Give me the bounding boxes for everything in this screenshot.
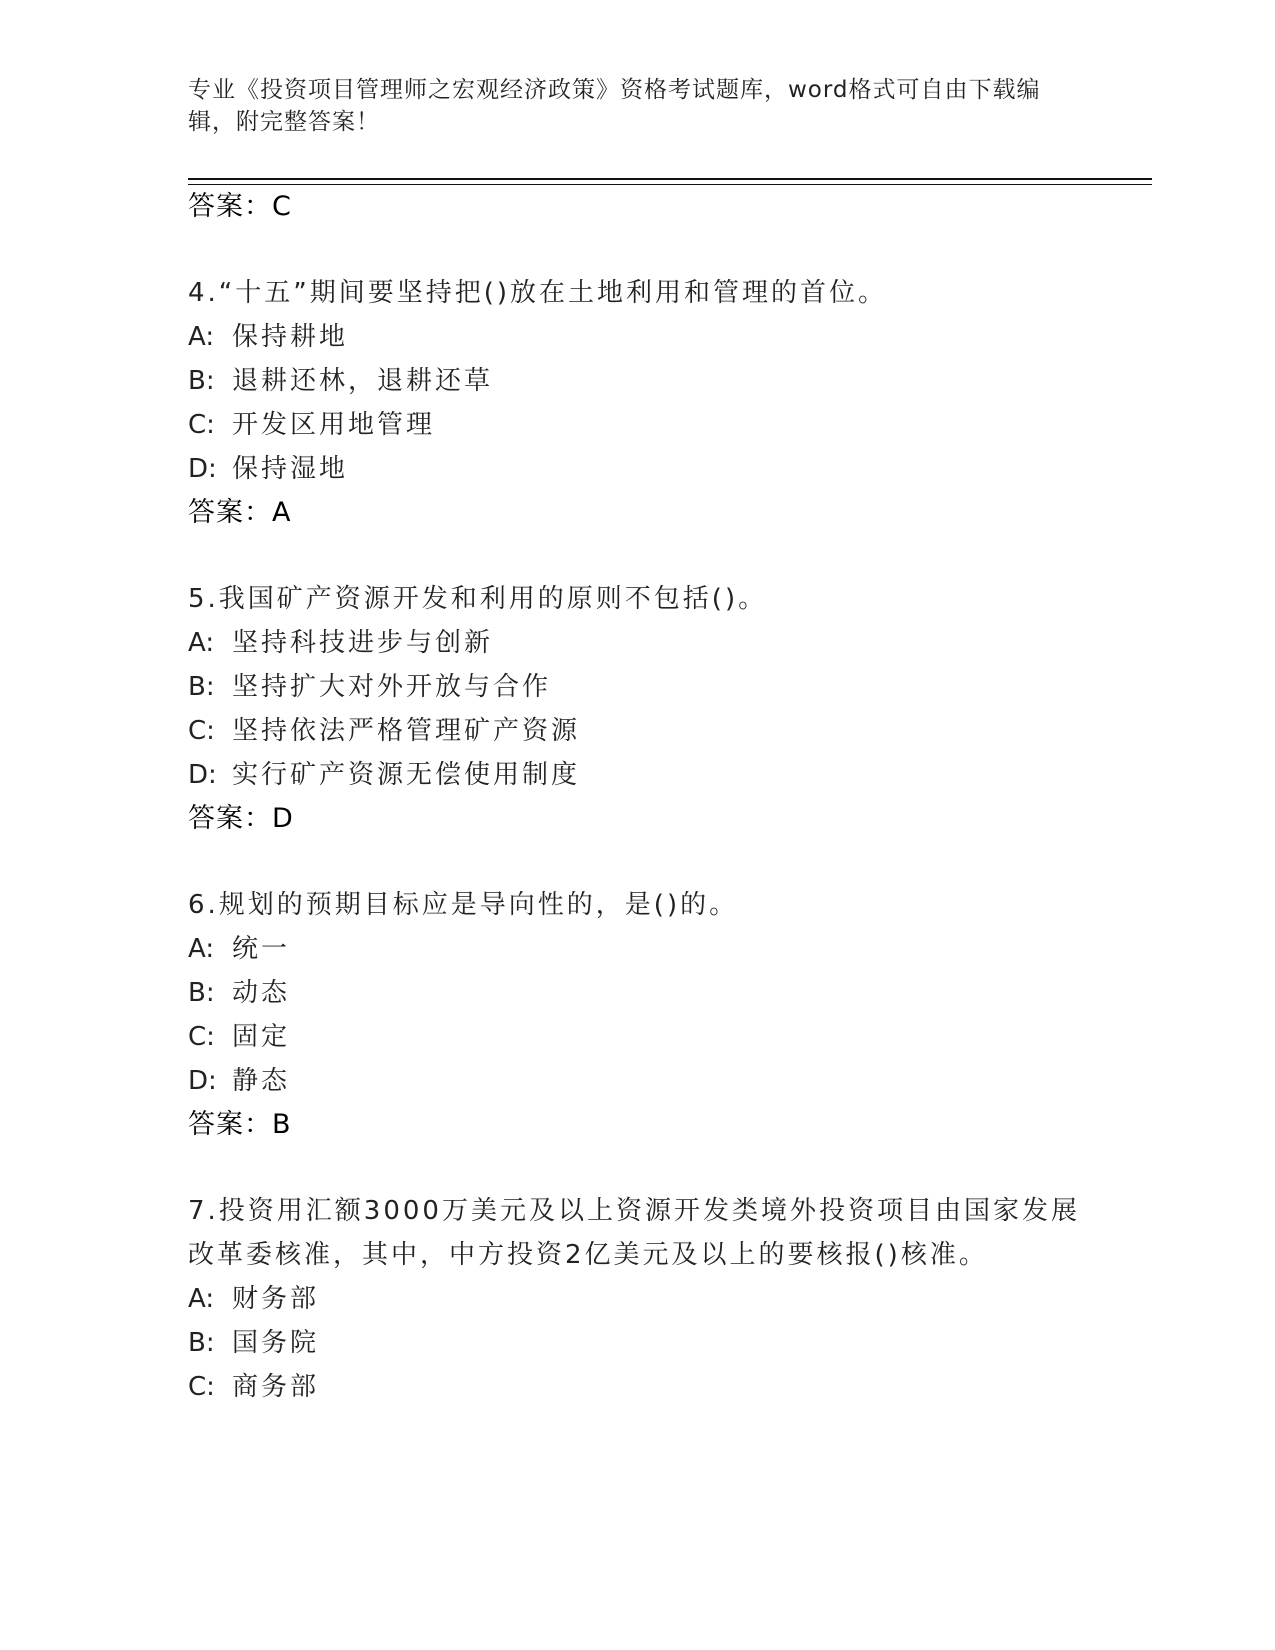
option-text: 统一	[232, 934, 291, 964]
option-letter: C:	[188, 716, 215, 746]
option-text: 坚持科技进步与创新	[232, 628, 494, 658]
option-text: 保持耕地	[232, 322, 349, 352]
option-letter: D:	[188, 1066, 217, 1096]
option-letter: D:	[188, 454, 217, 484]
question-6-stem: 6.规划的预期目标应是导向性的，是()的。	[188, 890, 739, 920]
question-4-option-a	[188, 320, 348, 354]
question-4-stem: 4.“十五”期间要坚持把()放在土地利用和管理的首位。	[188, 278, 888, 308]
question-6-option-c	[188, 1020, 290, 1054]
header-divider-thick	[188, 178, 1152, 180]
question-5-answer: 答案：D	[188, 803, 294, 834]
option-letter: C:	[188, 1022, 215, 1052]
question-4-answer: 答案：A	[188, 497, 292, 528]
question-5-option-a	[188, 626, 493, 660]
option-letter: D:	[188, 760, 217, 790]
question-7-option-b	[188, 1326, 319, 1360]
question-7-option-c	[188, 1370, 319, 1404]
option-text: 保持湿地	[232, 454, 349, 484]
option-letter: C:	[188, 410, 215, 440]
option-text: 固定	[232, 1022, 291, 1052]
option-text: 实行矿产资源无偿使用制度	[232, 760, 581, 790]
option-letter: A:	[188, 628, 215, 658]
question-6-option-a	[188, 932, 290, 966]
question-5-option-d	[188, 758, 580, 792]
question-4-option-d	[188, 452, 348, 486]
option-text: 静态	[232, 1066, 291, 1096]
option-text: 坚持扩大对外开放与合作	[232, 672, 552, 702]
option-letter: A:	[188, 1284, 215, 1314]
option-letter: B:	[188, 672, 215, 702]
option-letter: B:	[188, 978, 215, 1008]
previous-answer: 答案：C	[188, 191, 292, 222]
option-letter: A:	[188, 934, 215, 964]
option-text: 国务院	[232, 1328, 320, 1358]
option-text: 财务部	[232, 1284, 320, 1314]
header-divider-thin	[188, 184, 1152, 185]
document-intro: 专业《投资项目管理师之宏观经济政策》资格考试题库，word格式可自由下载编辑，附完整答案！	[188, 77, 1041, 135]
option-text: 动态	[232, 978, 291, 1008]
question-6-option-d	[188, 1064, 290, 1098]
option-letter: A:	[188, 322, 215, 352]
option-text: 商务部	[232, 1372, 320, 1402]
question-4-option-c	[188, 408, 435, 442]
question-7-option-a	[188, 1282, 319, 1316]
question-7-stem-line-2: 改革委核准，其中，中方投资2亿美元及以上的要核报()核准。	[188, 1240, 988, 1270]
option-letter: B:	[188, 366, 215, 396]
option-text: 退耕还林，退耕还草	[232, 366, 494, 396]
option-letter: B:	[188, 1328, 215, 1358]
question-7-stem-line-1: 7.投资用汇额3000万美元及以上资源开发类境外投资项目由国家发展	[188, 1196, 1080, 1226]
question-5-option-c	[188, 714, 580, 748]
question-5-stem: 5.我国矿产资源开发和利用的原则不包括()。	[188, 584, 768, 614]
question-6-answer: 答案：B	[188, 1109, 292, 1140]
question-4-option-b	[188, 364, 493, 398]
option-text: 坚持依法严格管理矿产资源	[232, 716, 581, 746]
question-6-option-b	[188, 976, 290, 1010]
option-text: 开发区用地管理	[232, 410, 436, 440]
option-letter: C:	[188, 1372, 215, 1402]
question-5-option-b	[188, 670, 551, 704]
